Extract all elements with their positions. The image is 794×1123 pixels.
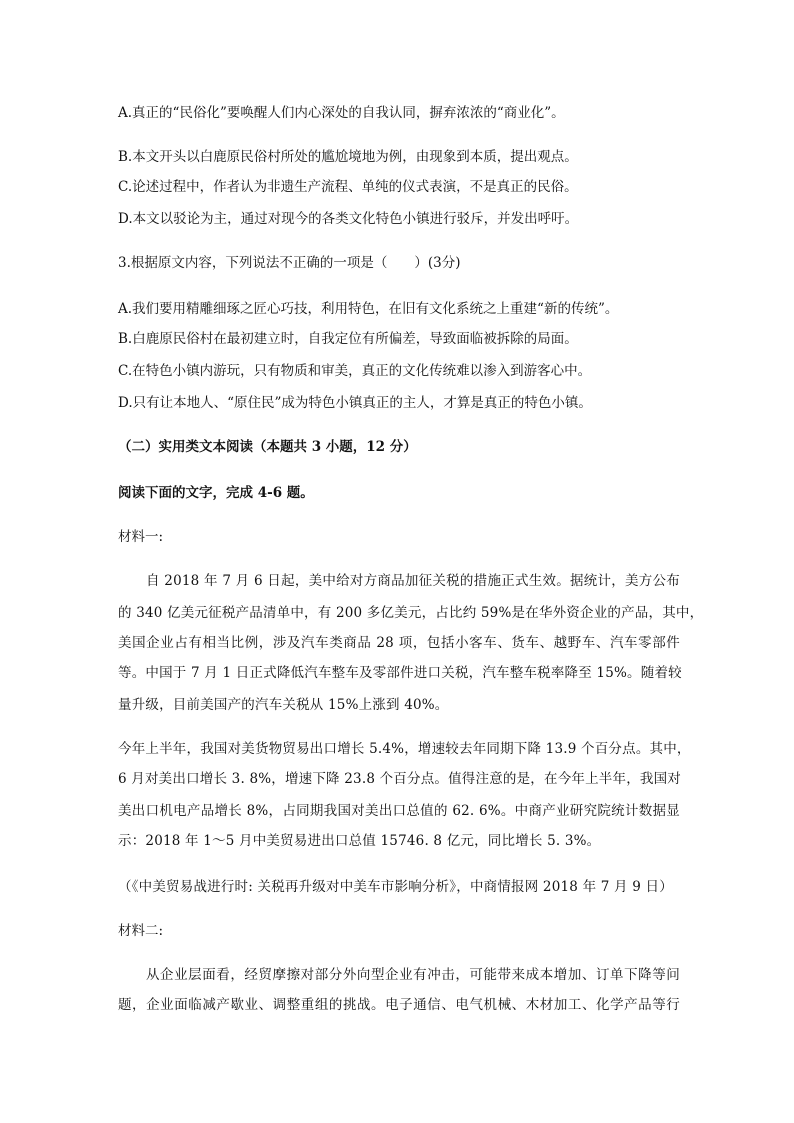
material1-para1-line: 美国企业占有相当比例，涉及汽车类商品 28 项，包括小客车、货车、越野车、汽车零部件 [118, 635, 680, 651]
q3-option-c: C.在特色小镇内游玩，只有物质和审美，真正的文化传统难以渗入到游客心中。 [118, 363, 592, 379]
material1-source: （《中美贸易战进行时: 关税再升级对中美车市影响分析》，中商情报网 2018 年 7 月 9 日） [118, 879, 673, 895]
material1-label: 材料一: [118, 529, 164, 545]
material2-para1-line: 从企业层面看，经贸摩擦对部分外向型企业有冲击，可能带来成本增加、订单下降等问 [146, 967, 680, 983]
material2-para1-line: 题，企业面临减产歇业、调整重组的挑战。电子通信、电气机械、木材加工、化学产品等行 [118, 997, 680, 1013]
material1-para1-line: 量升级，目前美国产的汽车关税从 15%上涨到 40%。 [118, 697, 449, 713]
material1-para1-line: 自 2018 年 7 月 6 日起，美中给对方商品加征关税的措施正式生效。据统计，美方公布 [146, 573, 680, 589]
section-title: （二）实用类文本阅读（本题共 3 小题，12 分） [118, 439, 417, 455]
q2-option-b: B.本文开头以白鹿原民俗村所处的尴尬境地为例，由现象到本质，提出观点。 [118, 149, 578, 165]
q3-stem: 3.根据原文内容，下列说法不正确的一项是（ ）(3分) [118, 255, 461, 271]
material2-label: 材料二: [118, 923, 164, 939]
material1-para2-line: 6 月对美出口增长 3. 8%，增速下降 23.8 个百分点。值得注意的是，在今年上半年，我国对 [118, 771, 681, 787]
section-instruction: 阅读下面的文字，完成 4-6 题。 [118, 485, 314, 501]
material1-para2-line: 美出口机电产品增长 8%，占同期我国对美出口总值的 62. 6%。中商产业研究院统计数据显 [118, 803, 680, 819]
material1-para2-line: 示：2018 年 1～5 月中美贸易进出口总值 15746. 8 亿元，同比增长 5. 3%。 [118, 833, 601, 849]
material1-para1-line: 的 340 亿美元征税产品清单中，有 200 多亿美元，占比约 59%是在华外资企业的产品，其中， [118, 605, 704, 621]
q2-option-d: D.本文以驳论为主，通过对现今的各类文化特色小镇进行驳斥，并发出呼吁。 [118, 211, 579, 227]
q2-option-a: A.真正的“民俗化”要唤醒人们内心深处的自我认同，摒弃浓浓的“商业化”。 [118, 105, 565, 121]
q3-option-a: A.我们要用精雕细琢之匠心巧技，利用特色，在旧有文化系统之上重建“新的传统”。 [118, 301, 619, 317]
q2-option-c: C.论述过程中，作者认为非遗生产流程、单纯的仪式表演，不是真正的民俗。 [118, 179, 578, 195]
q3-option-b: B.白鹿原民俗村在最初建立时，自我定位有所偏差，导致面临被拆除的局面。 [118, 331, 578, 347]
material1-para2-line: 今年上半年，我国对美货物贸易出口增长 5.4%，增速较去年同期下降 13.9 个百分点。其中， [118, 741, 691, 757]
q3-option-d: D.只有让本地人、“原住民”成为特色小镇真正的主人，才算是真正的特色小镇。 [118, 395, 592, 411]
material1-para1-line: 等。中国于 7 月 1 日正式降低汽车整车及零部件进口关税，汽车整车税率降至 15%。随着较 [118, 665, 682, 681]
